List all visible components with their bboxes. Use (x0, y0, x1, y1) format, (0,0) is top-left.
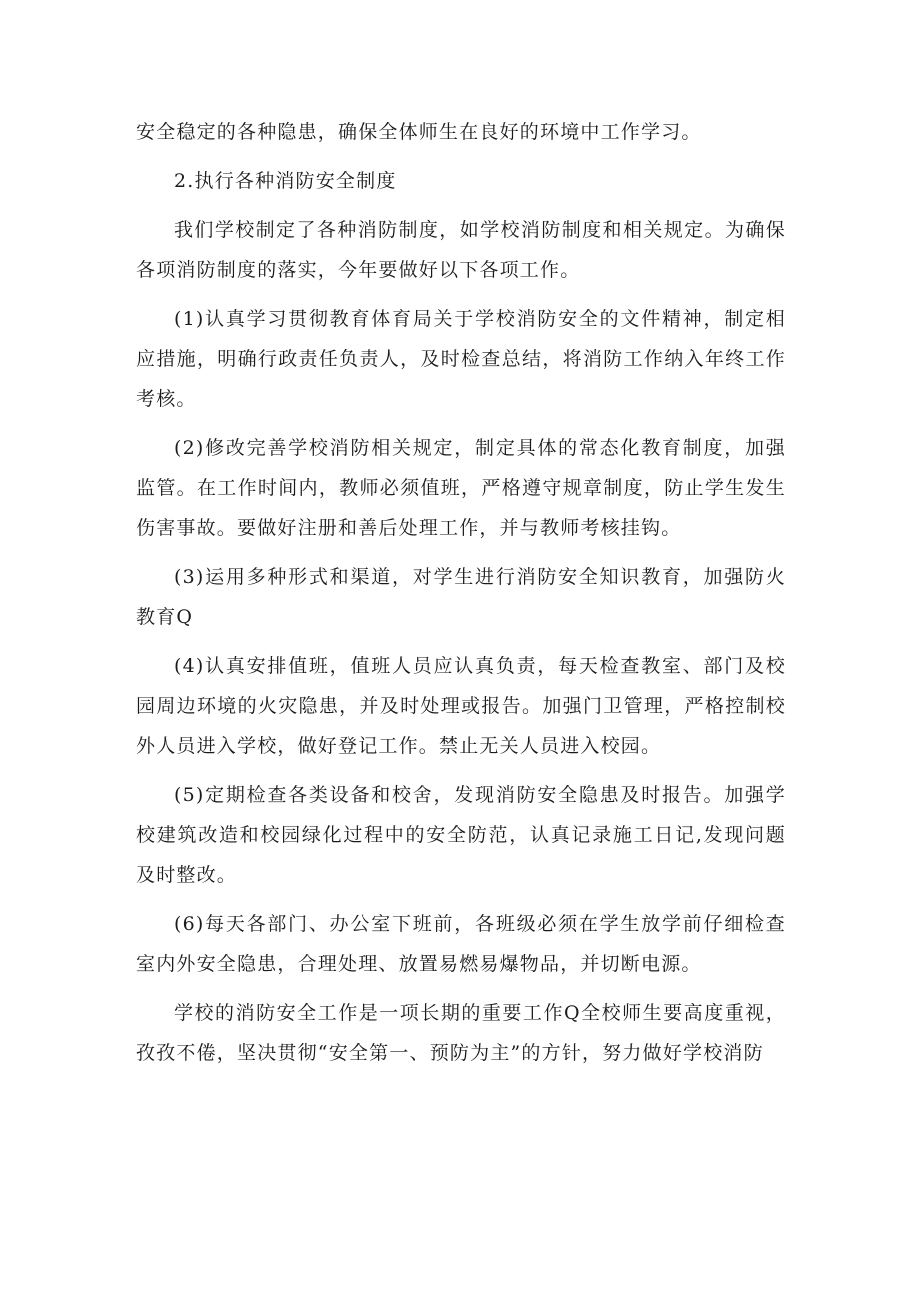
paragraph-conclusion: 学校的消防安全工作是一项长期的重要工作Q全校师生要高度重视，孜孜不倦，坚决贯彻“安全第一、预防为主”的方针，努力做好学校消防 (136, 1002, 786, 1064)
document-body (136, 112, 786, 1082)
list-item-3: (3)运用多种形式和渠道，对学生进行消防安全知识教育，加强防火教育Q (136, 566, 786, 628)
list-item-4: (4)认真安排值班，值班人员应认真负责，每天检查教室、部门及校园周边环境的火灾隐患，并及时处理或报告。加强门卫管理，严格控制校外人员进入学校，做好登记工作。禁止无关人员进入校园。 (136, 655, 786, 757)
list-item-6: (6)每天各部门、办公室下班前，各班级必须在学生放学前仔细检查室内外安全隐患，合理处理、放置易燃易爆物品，并切断电源。 (136, 913, 786, 975)
paragraph-continuation: 安全稳定的各种隐患，确保全体师生在良好的环境中工作学习。 (136, 121, 702, 143)
list-item-2: (2)修改完善学校消防相关规定，制定具体的常态化教育制度，加强监管。在工作时间内，教师必须值班，严格遵守规章制度，防止学生发生伤害事故。要做好注册和善后处理工作，并与教师考核挂钩。 (136, 437, 786, 539)
paragraph-intro: 我们学校制定了各种消防制度，如学校消防制度和相关规定。为确保各项消防制度的落实，今年要做好以下各项工作。 (136, 219, 786, 281)
list-item-1: (1)认真学习贯彻教育体育局关于学校消防安全的文件精神，制定相应措施，明确行政责任负责人，及时检查总结，将消防工作纳入年终工作考核。 (136, 308, 786, 410)
section-heading: 2.执行各种消防安全制度 (174, 170, 397, 192)
list-item-5: (5)定期检查各类设备和校舍，发现消防安全隐患及时报告。加强学校建筑改造和校园绿化过程中的安全防范，认真记录施工日记,发现问题及时整改。 (136, 784, 786, 886)
